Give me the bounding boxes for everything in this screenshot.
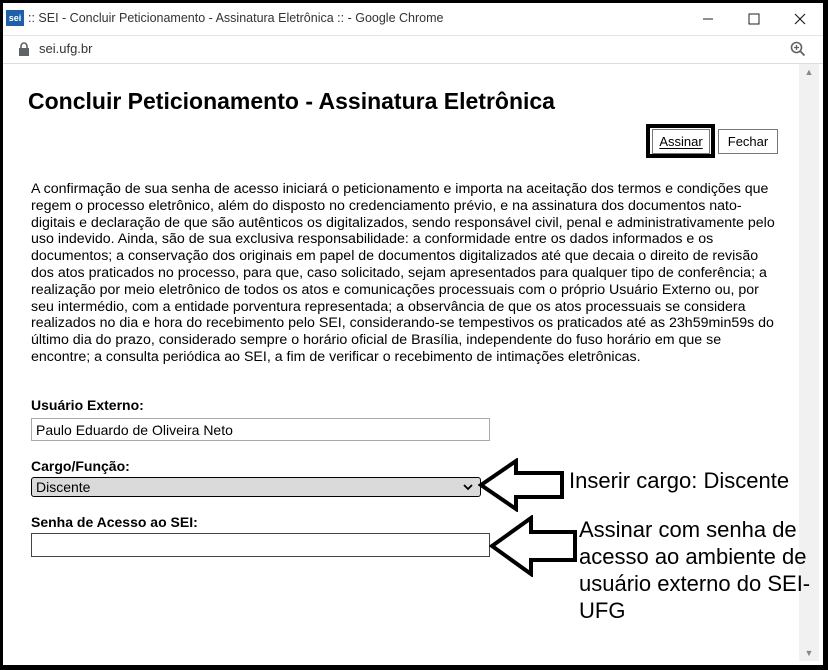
senha-label: Senha de Acesso ao SEI: xyxy=(31,514,198,530)
scroll-up-icon[interactable]: ▲ xyxy=(804,67,814,77)
address-bar[interactable] xyxy=(3,36,823,64)
maximize-button[interactable] xyxy=(731,3,777,35)
close-window-button[interactable] xyxy=(777,3,823,35)
lock-icon xyxy=(17,41,31,57)
scroll-down-icon[interactable]: ▼ xyxy=(804,648,814,658)
senha-input[interactable] xyxy=(31,533,490,557)
zoom-icon[interactable] xyxy=(789,40,807,58)
assinar-label: Assinar xyxy=(659,134,703,149)
page-title: Concluir Peticionamento - Assinatura Eletrônica xyxy=(28,88,555,114)
usuario-field[interactable]: Paulo Eduardo de Oliveira Neto xyxy=(31,418,490,441)
minimize-icon xyxy=(702,13,714,25)
url-text[interactable]: sei.ufg.br xyxy=(39,41,93,56)
senha-annotation: Assinar com senha de acesso ao ambiente de usuário externo do SEI-UFG xyxy=(579,517,811,623)
sei-logo-icon: sei xyxy=(6,10,24,26)
chevron-down-icon xyxy=(462,481,474,493)
maximize-icon xyxy=(748,13,760,25)
cargo-annotation: Inserir cargo: Discente xyxy=(569,468,790,493)
cargo-label: Cargo/Função: xyxy=(31,458,130,474)
cargo-select-value: Discente xyxy=(36,479,91,495)
window-title: :: SEI - Concluir Peticionamento - Assinatura Eletrônica :: - Google Chrome xyxy=(28,11,444,25)
assinar-button[interactable] xyxy=(652,129,710,154)
fechar-label: Fechar xyxy=(727,134,769,149)
cargo-arrow-icon xyxy=(478,458,566,512)
senha-arrow-icon xyxy=(489,515,579,577)
terms-paragraph: A confirmação de sua senha de acesso iniciará o peticionamento e importa na aceitação dos termos e condições que regem o processo eletrônico, além do disposto no credenciamento prévio, e na assinatura dos documentos nato-digitais e declaração de que são autênticos os digitalizados, sendo responsável civil, penal e administrativamente pelo uso indevido. Ainda, são de sua exclusiva responsabilidade: a conformidade entre os dados informados e os documentos; a conservação dos originais em papel de documentos digitalizados até que decaia o direito de revisão dos atos praticados no processo, para que, caso solicitado, sejam apresentados para qualquer tipo de conferência; a realização por meio eletrônico de todos os atos e comunicações processuais com o próprio Usuário Externo ou, por seu intermédio, com a entidade porventura representada; a observância de que os atos processuais se considera realizados no dia e hora do recebimento pelo SEI, considerando-se tempestivos os praticados até as 23h59min59s do último dia do prazo, considerado sempre o horário oficial de Brasília, independente do fuso horário em que se encontre; a consulta periódica ao SEI, a fim de verificar o recebimento de intimações eletrônicas. xyxy=(31,181,775,365)
cargo-select[interactable] xyxy=(31,477,481,497)
close-icon xyxy=(794,13,806,25)
usuario-label: Usuário Externo: xyxy=(31,397,144,413)
fechar-button[interactable] xyxy=(718,129,778,154)
minimize-button[interactable] xyxy=(685,3,731,35)
title-bar xyxy=(3,3,823,36)
